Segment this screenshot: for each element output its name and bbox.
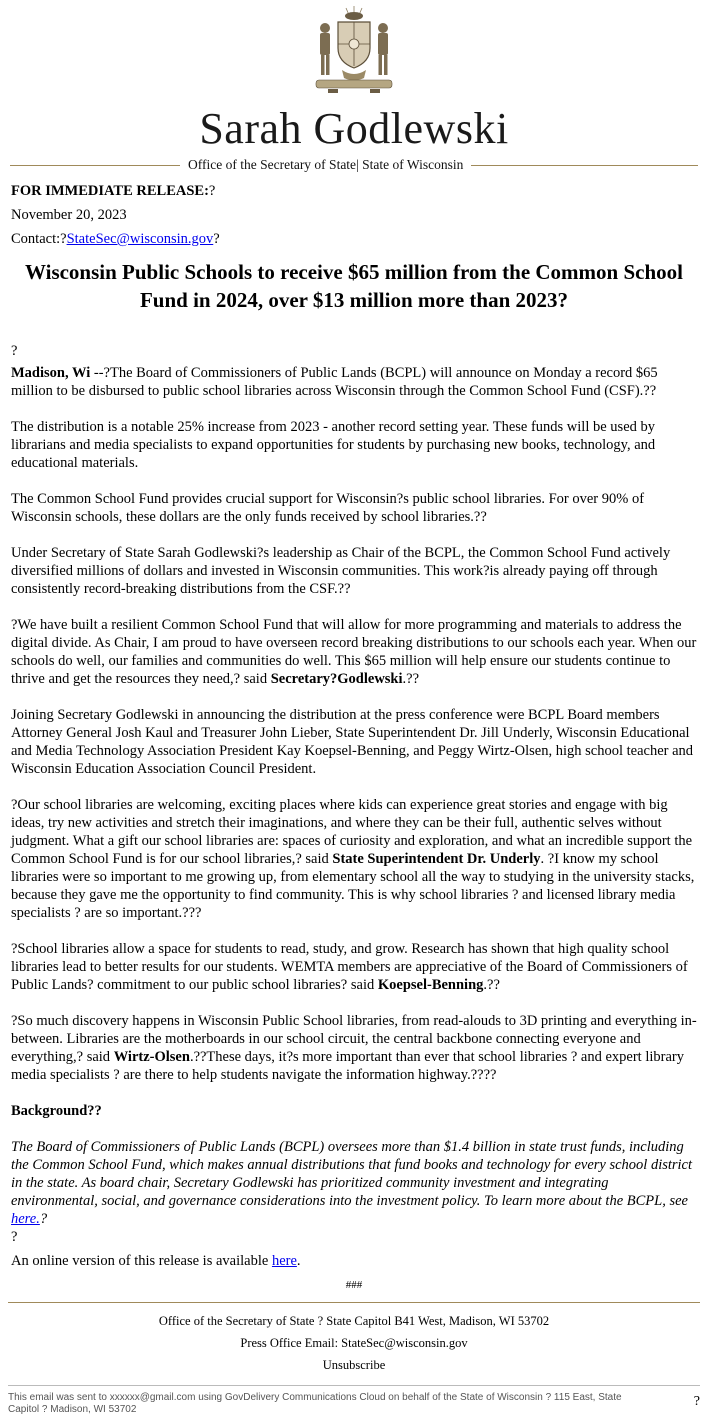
contact-email-link[interactable]: StateSec@wisconsin.gov [66,231,214,247]
contact-label: Contact:? [11,231,67,247]
header-seal-area [0,0,708,104]
paragraph-2: The distribution is a notable 25% increase from 2023 - another record setting year. These funds will be used by librarians and media specialists to expand opportunities for students by purchasing new books, technology, and educational materials. [11,419,656,471]
dateline: Madison, Wi [11,365,91,381]
paragraph-7-end: . ?I know my school libraries were so important to me growing up, from elementary school all the way to studying in the university stacks, because they gave me the opportunity to find community. This is why school libraries ? and licensed library media specialists ? are so important.??? [11,851,695,921]
office-banner [10,156,698,174]
paragraph-9-end: .??These days, it?s more important than ever that school libraries ? and expert library media specialists ? are there to help students navigate the information highway.???? [11,1049,684,1083]
paragraph-7 [11,796,697,922]
release-label-suffix: ? [208,183,216,199]
paragraph-3: The Common School Fund provides crucial support for Wisconsin?s public school libraries. For over 90% of Wisconsin schools, these dollars are the only funds received by school libraries.?? [11,491,645,525]
quote-wirtz-olsen: ?So much discovery happens in Wisconsin Public School libraries, from read-alouds to 3D printing and everything in-between. Libraries are the motherboards in our school circuit, the central backbone connecting everyone and everything,? said [11,1013,697,1065]
end-marks: ### [345,1279,363,1291]
quote-koepsel-benning: ?School libraries allow a space for students to read, study, and grow. Research has shown that high quality school libraries lead to better results for our students. WEMTA members are appreciative of the Board of Commissioners of Public Lands? commitment to our public school libraries? said [11,941,688,993]
online-version-link[interactable]: here [271,1253,297,1269]
paragraph-9 [11,1012,697,1084]
release-label: FOR IMMEDIATE RELEASE: [11,183,209,199]
corner-question-mark: ? [693,1394,700,1409]
background-heading: Background?? [11,1103,102,1119]
footer [0,1313,708,1373]
disclaimer-text: This email was sent to xxxxxx@gmail.com using GovDelivery Communications Cloud on behalf of the State of Wisconsin ? 115 East, State Capitol ? Madison, WI 53702 [8,1392,622,1415]
bcpl-here-link[interactable]: here. [11,1211,40,1227]
headline: Wisconsin Public Schools to receive $65 million from the Common School Fund in 2024, over $13 million more than 2023? [24,260,683,312]
speaker-koepsel-benning: Koepsel-Benning [377,977,484,993]
release-content [0,182,708,1270]
paragraph-4: Under Secretary of State Sarah Godlewski?s leadership as Chair of the BCPL, the Common School Fund actively diversified millions of dollars and invested in Wisconsin communities. This work?is already paying off through consistently record-breaking distributions from the CSF.?? [11,545,671,597]
paragraph-8 [11,940,697,994]
banner-rule-right [471,165,698,166]
paragraph-6: Joining Secretary Godlewski in announcing the distribution at the press conference were BCPL Board members Attorney General Josh Kaul and Treasurer John Lieber, State Superintendent Dr. Jill Underly, Wisconsin Educational and Media Technology Association President Kay Koepsel-Benning, and Peggy Wirtz-Olsen, high school teacher and Wisconsin Education Association Council President. [11,707,694,777]
banner-rule-left [10,165,180,166]
online-version-end: . [296,1253,301,1269]
trailing-question-mark: ? [11,1229,18,1245]
paragraph-1-text: --?The Board of Commissioners of Public Lands (BCPL) will announce on Monday a record $65 million to be disbursed to public school libraries across Wisconsin through the Common School Fund (CSF).?? [11,365,658,399]
wisconsin-seal-icon [298,4,410,96]
disclaimer-bar [0,1386,708,1424]
release-label-line [11,182,697,200]
background-paragraph [11,1138,697,1228]
online-version-text: An online version of this release is available [11,1253,272,1269]
online-version-line [11,1252,697,1270]
footer-divider [8,1302,700,1303]
office-subtitle: Office of the Secretary of State| State of Wisconsin [188,157,464,172]
footer-press-email: Press Office Email: StateSec@wisconsin.gov [240,1336,468,1350]
quote-godlewski: ?We have built a resilient Common School Fund that will allow for more programming and materials to address the digital divide. As Chair, I am proud to have overseen record breaking distributions to our schools each year. When our schools do well, our families and communities do well. This $65 million will help ensure our students continue to thrive and get the resources they need,? said [11,617,697,687]
quote-underly: ?Our school libraries are welcoming, exciting places where kids can experience great stories and engage with big ideas, try new activities and stretch their imaginations, and where they can be their full, authentic selves without judgment. What a gift our school libraries are: spaces of curiosity and exploration, and what an incredible support the Common School Fund is for our school libraries,? said [11,797,693,867]
background-end: ? [39,1211,48,1227]
release-date: November 20, 2023 [11,207,127,223]
lead-question-mark: ? [11,343,18,359]
paragraph-5 [11,616,697,688]
contact-suffix: ? [213,231,220,247]
speaker-wirtz-olsen: Wirtz-Olsen [113,1049,190,1065]
background-text: The Board of Commissioners of Public Lands (BCPL) oversees more than $1.4 billion in state trust funds, including the Common School Fund, which makes annual distributions that fund books and technology for every school district in the state. As board chair, Secretary Godlewski has prioritized community investment and integrating environmental, social, and governance considerations into the investment policy. To learn more about the BCPL, see [11,1139,693,1209]
speaker-underly: State Superintendent Dr. Underly [332,851,541,867]
paragraph-1 [11,364,697,400]
masthead-name: Sarah Godlewski [199,104,509,153]
paragraph-5-end: .?? [402,671,420,687]
paragraph-8-end: .?? [483,977,500,993]
unsubscribe-link[interactable]: Unsubscribe [322,1358,386,1372]
release-contact [11,230,697,248]
speaker-godlewski: Secretary?Godlewski [270,671,403,687]
footer-address: Office of the Secretary of State ? State Capitol B41 West, Madison, WI 53702 [158,1314,550,1328]
